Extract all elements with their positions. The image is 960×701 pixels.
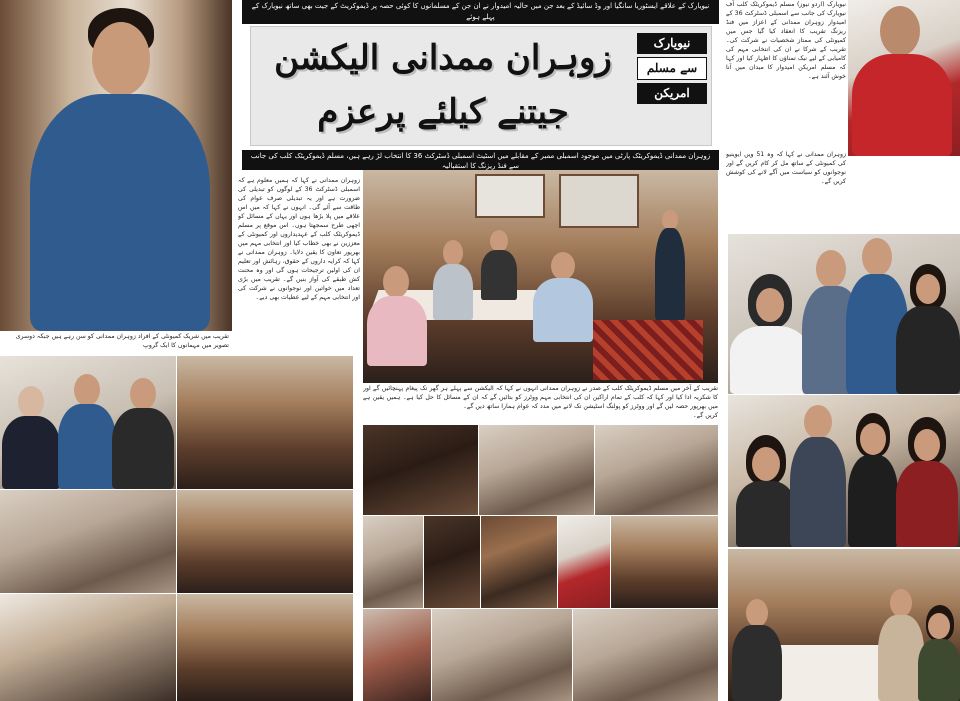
article-column-right-top: نیویارک (اردو نیوز) مسلم ڈیموکریٹک کلب آف نیویارک کی جانب سے اسمبلی ڈسٹرکٹ 36 کے امیدوار زوہران ممدانی کے اعزاز میں فنڈ ریزنگ تقریب کا انعقاد کیا گیا جس میں کمیونٹی کی ممتاز شخصیات نے شرکت کی۔ تقریب کے شرکا نے ان کی انتخابی مہم کی کامیابی کے لیے نیک تمناؤں کا اظہار کیا اور کہا کہ مسلم امریکن امیدوار کا میدان میں آنا خوش آئند ہے۔ [726, 1, 846, 80]
photo-meeting-room [363, 170, 718, 383]
article-column-center-lower-right: تقریب کے آخر میں مسلم ڈیموکریٹک کلب کے صدر نے زوہران ممدانی کا شکریہ ادا کیا اور کہا کہ کلب کے تمام اراکین ان کی انتخابی مہم میں بھرپور حصہ لیں گے اور ووٹرز کو پولنگ اسٹیشن تک لانے میں مدد کریں گے۔ [540, 385, 718, 419]
figure-seated-1 [367, 266, 427, 366]
rug [593, 320, 703, 380]
caption-right-top [848, 156, 960, 230]
photo-three-men [0, 356, 176, 489]
figure-red-shirt [852, 6, 952, 156]
caption-portrait: تقریب میں شریک کمیونٹی کے افراد زوہران ممدانی کو سن رہے ہیں جبکہ دوسری تصویر میں مہمانوں کا ایک گروپ [0, 331, 232, 355]
figure-standing-man [30, 8, 210, 331]
article-column-center-left: زوہران ممدانی نے کہا کہ ہمیں معلوم ہے کہ اسمبلی ڈسٹرکٹ 36 کے لوگوں کو تبدیلی کی ضرورت ہے اور یہ تبدیلی صرف عوام کی طاقت سے آئے گی۔ انہوں نے کہا کہ میں اس علاقے میں پلا بڑھا ہوں اور یہاں کے مسائل کو اچھی طرح سمجھتا ہوں۔ اس موقع پر مسلم ڈیموکریٹک کلب کے عہدیداروں اور کمیونٹی کے معززین نے بھی خطاب کیا اور انتخابی مہم میں بھرپور تعاون کا یقین دلایا۔ زوہران ممدانی نے کہا کہ کرایہ داروں کے حقوق، رہائش اور تعلیم ان کی اولین ترجیحات ہوں گی اور وہ محنت کش طبقے کی آواز بنیں گے۔ تقریب میں بڑی تعداد میں خواتین اور نوجوانوں نے شرکت کی اور انتخابی مہم کے لیے عطیات بھی دیے۔ [238, 177, 360, 301]
figure-seated-3 [481, 230, 517, 300]
kicker-line-3: امریکن [637, 83, 707, 104]
photo-portrait-blue-sweater [0, 0, 232, 331]
figure-hijab-woman [730, 274, 810, 394]
figure-dinner-3 [918, 605, 960, 701]
photo-group-four [728, 234, 960, 394]
photo-table-group-center [432, 609, 572, 701]
figure-selfie-4 [896, 417, 958, 547]
figure-selfie-2 [790, 405, 846, 547]
kicker-line-1: نیویارک [637, 33, 707, 54]
photo-standing-man [424, 516, 480, 608]
photo-red-shirt-small [558, 516, 610, 608]
article-column-center-lower-left: انہوں نے کہا کہ الیکشن سے پہلے ہر گھر تک پیغام پہنچائیں گے اور ووٹرز کو بتائیں گے کہ ان کے مسائل کا حل کیا ہے۔ ہمیں یقین ہے کہ عوام ہمارا ساتھ دیں گے۔ [363, 385, 538, 410]
photo-hijab-and-man [479, 425, 594, 515]
photo-woman-seated [363, 516, 423, 608]
photo-hijab-women [573, 609, 718, 701]
figure-woman-scarf [896, 264, 960, 394]
photo-audience-left [177, 356, 353, 489]
photo-woman-red [363, 609, 431, 701]
figure-man-beard [112, 378, 174, 489]
headline-box [250, 26, 712, 146]
photo-women-group [0, 490, 176, 593]
photo-man-leather-jacket [363, 425, 478, 515]
figure-older-man-suit [2, 386, 60, 489]
figure-selfie-3 [848, 413, 898, 547]
photo-dinner-table [728, 549, 960, 701]
figure-seated-4 [533, 252, 593, 342]
figure-seated-2 [433, 240, 473, 320]
photo-dinner-left [177, 594, 353, 701]
window-2 [559, 174, 639, 228]
photo-guests-center [611, 516, 718, 608]
photo-older-man-beard [595, 425, 718, 515]
figure-selfie-1 [736, 435, 796, 547]
figure-young-man-sweater [58, 374, 116, 489]
figure-dinner-1 [732, 599, 782, 701]
photo-audience-mid [177, 490, 353, 593]
headline: زوہران ممدانی الیکشن جیتنے کیلئے پرعزم [274, 38, 612, 132]
figure-standing-speaker [655, 210, 685, 320]
kicker-line-2: سے مسلم [637, 57, 707, 80]
kicker [637, 33, 707, 139]
photo-men-table [0, 594, 176, 701]
article-column-right-mid: زوہران ممدانی نے کہا کہ وہ 51 ویں ایوینیو کی کمیونٹی کے ساتھ مل کر کام کریں گے اور نوجوانوں کو سیاست میں آگے لانے کی کوشش کریں گے۔ [726, 151, 846, 185]
deck: زوہران ممدانی ڈیموکریٹک پارٹی میں موجود اسمبلی ممبر کے مقابلے میں اسٹیٹ اسمبلی ڈسٹرکٹ 36 کا انتخاب لڑ رہے ہیں، مسلم ڈیموکریٹک کلب کی جانب سے فنڈ ریزنگ کا استقبالیہ [242, 150, 719, 170]
window-1 [475, 174, 545, 218]
top-strap: نیویارک کے علاقے ایسٹوریا سانگیا اور وڈ سائیڈ کے بعد جن میں حالیہ امیدوار نے ان جن کے مسلمانوں کا کوئی حصہ پر ڈیموکریٹ کے جیت بھی ساتھ نیویارک کے پہلے ہوئے [242, 0, 719, 24]
photo-group-selfie [728, 395, 960, 547]
photo-hijab-pair [481, 516, 557, 608]
photo-man-red-shirt [848, 0, 960, 156]
